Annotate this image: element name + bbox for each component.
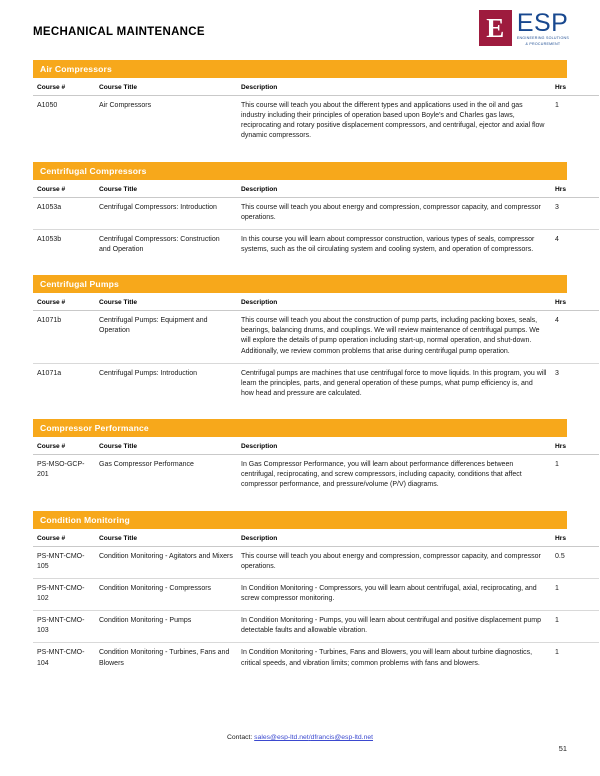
- column-header-course-title: Course Title: [95, 180, 237, 198]
- cell-hours: 3: [551, 197, 599, 229]
- cell-course-number: PS-MNT-CMO-103: [33, 611, 95, 643]
- course-section: [33, 162, 567, 262]
- cell-description: In Condition Monitoring - Turbines, Fans and Blowers, you will learn about turbine diagnostics, critical speeds, and vibration limits; common problems with fans and blowers.: [241, 649, 533, 667]
- cell-course-title: Centrifugal Compressors: Construction and Operation: [99, 235, 220, 253]
- section-title-bar: Centrifugal Compressors: [33, 162, 567, 180]
- cell-course-number: PS-MNT-CMO-102: [33, 578, 95, 610]
- course-table: [33, 78, 599, 148]
- table-row: [33, 229, 599, 261]
- page-number: 51: [558, 744, 567, 753]
- cell-hours: 1: [555, 461, 559, 469]
- cell-hours: 1: [555, 649, 559, 657]
- table-row: [33, 455, 599, 497]
- course-sections: [33, 60, 567, 675]
- cell-course-number: PS-MNT-CMO-105: [33, 546, 95, 578]
- column-header-description: Description: [237, 180, 551, 198]
- cell-hours: 4: [555, 235, 559, 243]
- course-table: [33, 293, 599, 405]
- contact-label: Contact:: [226, 734, 253, 741]
- page-title: MECHANICAL MAINTENANCE: [33, 26, 205, 38]
- table-header-row: [33, 529, 599, 547]
- logo-tagline-line2: & PROCUREMENT: [525, 42, 561, 46]
- column-header-hours: Hrs: [551, 437, 599, 455]
- cell-course-number: A1053b: [37, 235, 62, 243]
- section-title-bar: Condition Monitoring: [33, 511, 567, 529]
- cell-course-number: A1050: [37, 102, 58, 109]
- column-header-description: Description: [237, 529, 551, 547]
- course-section: [33, 419, 567, 496]
- cell-course-title: Condition Monitoring - Agitators and Mixers: [95, 546, 237, 578]
- cell-course-title: Centrifugal Compressors: Introduction: [95, 197, 237, 229]
- page-header: [33, 0, 567, 60]
- table-header-row: [33, 437, 599, 455]
- column-header-hours: Hrs: [551, 293, 599, 311]
- column-header-course-title: Course Title: [95, 293, 237, 311]
- page-footer: [0, 730, 600, 760]
- cell-description: In Condition Monitoring - Pumps, you will learn about centrifugal and positive displacement pump detectable faults and allowable vibration.: [237, 611, 551, 643]
- logo-name: ESP: [516, 9, 569, 37]
- table-row: [33, 363, 599, 405]
- cell-course-number: A1053a: [33, 197, 95, 229]
- logo-wordmark: [517, 10, 569, 47]
- course-table: [33, 437, 599, 496]
- table-row: [33, 311, 599, 364]
- logo-mark-icon: E: [479, 10, 512, 46]
- cell-course-number: PS-MNT-CMO-104: [37, 649, 85, 667]
- column-header-course-number: Course #: [33, 437, 95, 455]
- course-table: [33, 180, 599, 262]
- cell-course-title: Gas Compressor Performance: [99, 461, 194, 469]
- course-section: [33, 60, 567, 148]
- column-header-hours: Hrs: [551, 180, 599, 198]
- column-header-course-title: Course Title: [95, 78, 237, 96]
- course-section: [33, 275, 567, 405]
- column-header-hours: Hrs: [551, 78, 599, 96]
- cell-hours: 0.5: [551, 546, 599, 578]
- footer-contact: [0, 730, 600, 741]
- table-header-row: [33, 293, 599, 311]
- esp-logo: [479, 10, 569, 52]
- column-header-course-number: Course #: [33, 180, 95, 198]
- course-section: [33, 511, 567, 675]
- email-secondary-link[interactable]: dfrancis@esp-ltd.net: [310, 734, 374, 741]
- logo-tagline-line1: ENGINEERING SOLUTIONS: [516, 36, 569, 40]
- column-header-hours: Hrs: [551, 529, 599, 547]
- cell-course-number: PS-MSO-GCP-201: [37, 461, 85, 479]
- column-header-description: Description: [237, 293, 551, 311]
- section-title-bar: Compressor Performance: [33, 419, 567, 437]
- cell-course-title: Condition Monitoring - Pumps: [95, 611, 237, 643]
- cell-description: Centrifugal pumps are machines that use centrifugal force to move liquids. In this program, you will learn the principles, parts, and general operation of these pumps, what pump efficiency is, and how head and pressure are calculated.: [241, 369, 547, 397]
- cell-course-number: A1071b: [33, 311, 95, 364]
- email-primary-link[interactable]: sales@esp-ltd.net: [254, 734, 309, 741]
- cell-hours: 1: [551, 611, 599, 643]
- cell-course-title: Air Compressors: [99, 102, 152, 109]
- column-header-course-number: Course #: [33, 293, 95, 311]
- cell-course-title: Centrifugal Pumps: Introduction: [99, 369, 198, 377]
- course-table: [33, 529, 599, 675]
- column-header-course-title: Course Title: [95, 437, 237, 455]
- column-header-course-title: Course Title: [95, 529, 237, 547]
- cell-course-title: Condition Monitoring - Turbines, Fans and Blowers: [99, 649, 230, 667]
- table-row: [33, 96, 599, 148]
- table-header-row: [33, 180, 599, 198]
- column-header-course-number: Course #: [33, 529, 95, 547]
- cell-course-title: Condition Monitoring - Compressors: [95, 578, 237, 610]
- cell-description: This course will teach you about the construction of pump parts, including packing boxes, seals, bearings, balancing drums, and couplings. We will review maintenance of centrifugal pumps. We will explore the details of pump operation including start-up, normal operation, and shut-down. Additionally, we review common problems that arise during centrifugal pump operation.: [237, 311, 551, 364]
- column-header-description: Description: [237, 78, 551, 96]
- table-row: [33, 611, 599, 643]
- table-row: [33, 578, 599, 610]
- section-title-bar: Centrifugal Pumps: [33, 275, 567, 293]
- cell-hours: 1: [551, 578, 599, 610]
- cell-hours: 3: [555, 369, 559, 377]
- cell-course-title: Centrifugal Pumps: Equipment and Operation: [95, 311, 237, 364]
- cell-description: This course will teach you about energy and compression, compressor capacity, and compressor operations.: [237, 197, 551, 229]
- cell-hours: 4: [551, 311, 599, 364]
- table-header-row: [33, 78, 599, 96]
- column-header-course-number: Course #: [33, 78, 95, 96]
- cell-description: This course will teach you about energy and compression, compressor capacity, and compressor operations.: [237, 546, 551, 578]
- cell-description: This course will teach you about the different types and applications used in the oil and gas industry including their principles of operation based upon Boyle's and Charles gas laws, reciprocating and rotary positive displacement compressors, and centrifugal, ejector and axial flow dynamic compressors.: [241, 102, 545, 140]
- column-header-description: Description: [237, 437, 551, 455]
- table-row: [33, 546, 599, 578]
- section-title-bar: Air Compressors: [33, 60, 567, 78]
- cell-description: In this course you will learn about compressor construction, various types of seals, compressor systems, such as the oil circulating system and cooling system, and operation of compressors.: [241, 235, 535, 253]
- cell-course-number: A1071a: [37, 369, 62, 377]
- cell-description: In Condition Monitoring - Compressors, you will learn about centrifugal, axial, reciprocating, and screw compressor monitoring.: [237, 578, 551, 610]
- cell-hours: 1: [555, 102, 559, 109]
- table-row: [33, 643, 599, 675]
- cell-description: In Gas Compressor Performance, you will learn about performance differences between centrifugal, reciprocating, and screw compressors, including capacity, conditions that affect compressor performance, and pressure/volume (P/V) diagrams.: [241, 461, 522, 489]
- footer-separator: /: [308, 734, 311, 741]
- table-row: [33, 197, 599, 229]
